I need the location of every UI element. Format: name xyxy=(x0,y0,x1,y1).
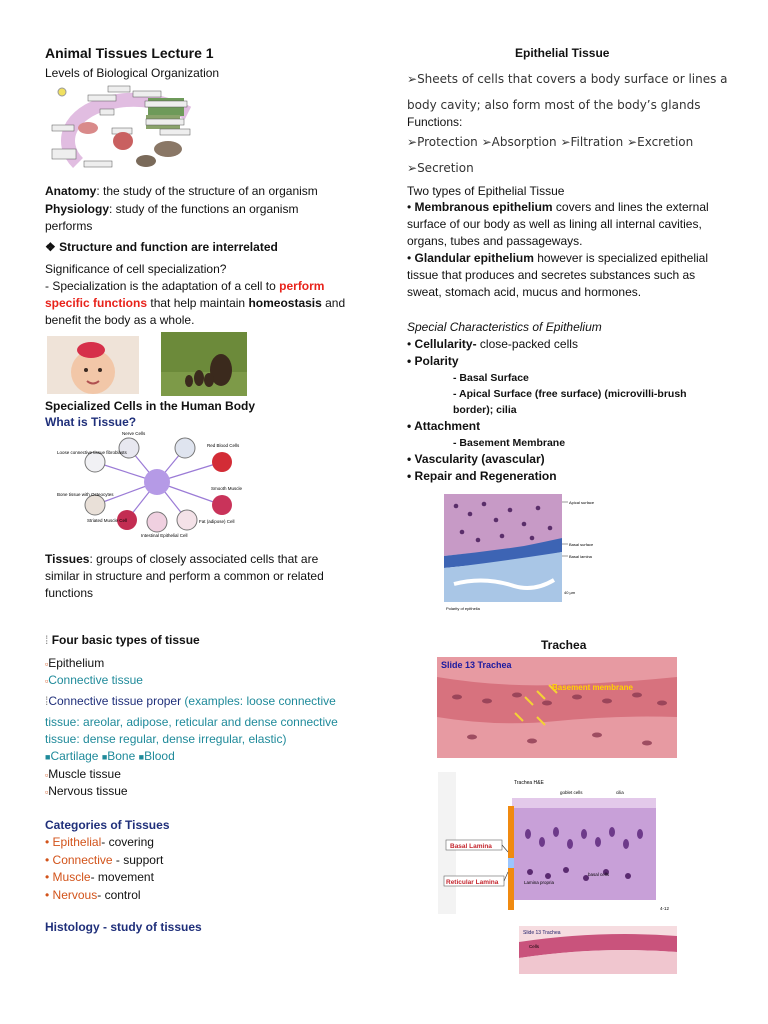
arrow-bullet-icon: ➢ xyxy=(627,135,638,149)
category-desc: - support xyxy=(112,852,164,867)
special-characteristics-heading: Special Characteristics of Epithelium xyxy=(407,320,602,334)
bullet-icon: • xyxy=(407,452,412,466)
characteristics-list xyxy=(407,336,737,485)
bullet-icon: • xyxy=(407,251,412,265)
cell-label-intestinal: Intestinal Epithelial Cell xyxy=(141,533,188,538)
nervous-label: Nervous tissue xyxy=(48,784,128,798)
muscle-label: Muscle tissue xyxy=(48,767,121,781)
ctp-line-3: tissue: dense regular, dense irregular, elastic) xyxy=(45,732,287,746)
arrow-bullet-icon: ➢ xyxy=(407,161,418,175)
cell-label-smooth: Smooth Muscle xyxy=(211,486,243,491)
type-muscle xyxy=(45,766,121,784)
slide-13b-label: Slide 13 Trachea xyxy=(523,930,561,936)
significance-question: Significance of cell specialization? xyxy=(45,262,227,276)
attachment-item xyxy=(407,418,737,435)
membranous-def-3: organs, tubes and passageways. xyxy=(407,234,583,248)
functions-label: Functions: xyxy=(407,115,463,129)
physiology-definition xyxy=(45,201,365,235)
ctp-examples: (examples: loose connective xyxy=(181,694,336,708)
lecture-title: Animal Tissues Lecture 1 xyxy=(45,45,214,61)
vascularity-label: Vascularity (avascular) xyxy=(414,452,545,466)
cartilage-bone-blood xyxy=(45,748,175,766)
cells-label: Cells xyxy=(529,944,540,949)
scale-label: 40 µm xyxy=(564,590,576,595)
lamina-propria-label: Lamina propria xyxy=(524,880,555,885)
apical-surface: - Apical Surface (free surface) (microvilli-brush xyxy=(453,388,687,400)
anatomy-definition xyxy=(45,183,365,200)
square-bullet-icon: ▫ xyxy=(45,787,49,797)
four-types-bullet-icon: ⁞ xyxy=(45,633,49,647)
membranous-term: Membranous epithelium xyxy=(414,200,553,214)
slide-13-label: Slide 13 Trachea xyxy=(441,660,512,670)
trachea-he-label: Trachea H&E xyxy=(514,780,544,786)
apical-surface-label: Apical surface xyxy=(569,500,595,505)
bullet-icon: • xyxy=(407,469,412,483)
cilia-label: cilia xyxy=(616,790,624,795)
ctp-label: Connective tissue proper xyxy=(48,694,182,708)
arrow-bullet-icon: ➢ xyxy=(560,135,571,149)
epithelial-heading: Epithelial Tissue xyxy=(515,46,610,60)
specialization-paragraph xyxy=(45,278,375,329)
trachea-slide-image xyxy=(437,657,677,758)
polarity-label: Polarity xyxy=(414,354,459,368)
repair-item xyxy=(407,468,737,485)
spec-homeostasis: homeostasis xyxy=(248,296,322,310)
tissues-def-1: : groups of closely associated cells that are xyxy=(89,552,319,566)
secretion-item xyxy=(407,161,474,175)
four-types-heading xyxy=(45,632,200,649)
physiology-text-2: performs xyxy=(45,219,93,233)
bullet-icon: • xyxy=(45,835,50,849)
apical-surface-2: border); cilia xyxy=(453,404,517,416)
specialized-cells-diagram xyxy=(57,430,257,540)
square-bullet-icon: ▫ xyxy=(45,676,49,686)
goblet-cells-label: goblet cells xyxy=(560,790,583,795)
spec-prefix: - Specialization is the adaptation of a cell to xyxy=(45,279,280,293)
bullet-icon: • xyxy=(407,419,412,433)
sheets-line-1: Sheets of cells that covers a body surface or lines a xyxy=(417,72,728,86)
spec-red-2: specific functions xyxy=(45,296,148,310)
epithelium-label: Epithelium xyxy=(48,656,105,670)
connective-label: Connective tissue xyxy=(48,673,143,687)
functions-list xyxy=(407,135,693,149)
category-name: Nervous xyxy=(52,887,98,902)
histology-heading: Histology - study of tissues xyxy=(45,920,202,934)
vascularity-item xyxy=(407,451,737,468)
square-bullet-icon: ▫ xyxy=(45,770,49,780)
secretion-label: Secretion xyxy=(417,161,474,175)
type-connective xyxy=(45,672,143,690)
bears-photo xyxy=(161,332,247,396)
physiology-text: : study of the functions an organism xyxy=(109,202,299,216)
two-types-heading: Two types of Epithelial Tissue xyxy=(407,184,565,198)
basal-lamina-box-label: Basal Lamina xyxy=(450,843,492,850)
category-item xyxy=(45,852,163,870)
specialized-cells-heading: Specialized Cells in the Human Body xyxy=(45,399,256,413)
structure-function-text: Structure and function are interrelated xyxy=(59,240,278,254)
bullet-icon: • xyxy=(45,852,50,867)
membranous-def-2: surface of our body as well as lining all internal cavities, xyxy=(407,217,702,231)
polarity-histology-image xyxy=(444,494,604,622)
filled-square-icon: ■ xyxy=(45,752,51,762)
bullet-icon: • xyxy=(45,887,50,902)
blood-label: Blood xyxy=(144,749,175,763)
diamond-bullet-icon: ❖ xyxy=(45,240,56,254)
connective-tissue-proper xyxy=(45,693,375,710)
cellularity-term: Cellularity- xyxy=(414,337,477,351)
cartilage-label: Cartilage xyxy=(50,749,99,763)
type-nervous xyxy=(45,783,128,801)
membranous-def-1: covers and lines the external xyxy=(552,200,709,214)
function-item: Protection xyxy=(417,135,478,149)
basal-cells-label: basal cells xyxy=(588,872,610,877)
repair-label: Repair and Regeneration xyxy=(414,469,557,483)
filled-square-icon: ■ xyxy=(101,752,108,762)
arrow-bullet-icon: ➢ xyxy=(481,135,492,149)
cell-label-nerve: Nerve Cells xyxy=(122,431,146,436)
category-name: Muscle xyxy=(52,870,91,884)
trachea-heading: Trachea xyxy=(541,638,587,652)
basal-surface: - Basal Surface xyxy=(453,372,529,384)
function-item: Excretion xyxy=(637,135,694,149)
sheets-line-2: body cavity; also form most of the body’s glands xyxy=(407,98,701,112)
category-item xyxy=(45,887,163,905)
tissues-def-3: functions xyxy=(45,586,94,600)
reticular-lamina-box-label: Reticular Lamina xyxy=(446,879,499,886)
bullet-icon: • xyxy=(407,337,412,351)
category-desc: - control xyxy=(97,887,141,902)
glandular-def-2: tissue that produces and secretes substances such as xyxy=(407,268,696,282)
polarity-caption: Polarity of epithelia xyxy=(446,606,480,611)
tissues-definition xyxy=(45,551,375,602)
arrow-bullet-icon: ➢ xyxy=(407,135,418,149)
category-item xyxy=(45,869,163,887)
membranous-paragraph xyxy=(407,199,737,301)
spec-red-1: perform xyxy=(279,279,325,293)
figure-number: 4-12 xyxy=(660,906,670,911)
cell-label-bone: Bone tissue with Osteocytes xyxy=(57,492,114,497)
categories-heading: Categories of Tissues xyxy=(45,818,170,832)
spec-end: and xyxy=(321,296,346,310)
ctp-bullet-icon: ⁞ xyxy=(45,694,49,708)
category-desc: - covering xyxy=(101,835,154,849)
glandular-def-1: however is specialized epithelial xyxy=(533,251,708,265)
cellularity-item xyxy=(407,336,737,353)
category-desc: - movement xyxy=(90,870,154,884)
sheets-definition xyxy=(407,66,737,118)
category-name: Connective xyxy=(52,852,113,867)
what-is-tissue-heading: What is Tissue? xyxy=(45,415,137,429)
cell-label-striated: Striated Muscle Cell xyxy=(87,518,128,523)
trachea-he-image xyxy=(438,772,678,914)
basal-lamina-label: Basal lamina xyxy=(569,554,592,559)
anatomy-term: Anatomy xyxy=(45,184,97,198)
filled-square-icon: ■ xyxy=(138,752,145,762)
basal-surface-label: Basal surface xyxy=(569,542,594,547)
type-epithelium xyxy=(45,655,104,673)
cellularity-def: close-packed cells xyxy=(476,337,578,351)
anatomy-text: : the study of the structure of an organism xyxy=(96,184,318,198)
spec-mid: that help maintain xyxy=(147,296,249,310)
tissues-def-2: similar in structure and perform a common or related xyxy=(45,569,324,583)
bullet-icon: • xyxy=(45,870,50,884)
ctp-examples-continued xyxy=(45,714,375,748)
polarity-item xyxy=(407,353,737,370)
tissues-term: Tissues xyxy=(45,552,90,566)
categories-list xyxy=(45,834,163,904)
spec-line-3: benefit the body as a whole. xyxy=(45,313,195,327)
basement-membrane-label: Basement membrane xyxy=(552,683,633,692)
glandular-term: Glandular epithelium xyxy=(414,251,534,265)
baby-photo xyxy=(47,336,139,394)
ctp-line-2: tissue: areolar, adipose, reticular and dense connective xyxy=(45,715,338,729)
levels-subtitle: Levels of Biological Organization xyxy=(45,66,220,80)
attachment-label: Attachment xyxy=(414,419,481,433)
cell-label-rbc: Red Blood Cells xyxy=(207,443,240,448)
trachea-small-slide-image xyxy=(519,926,677,974)
category-name: Epithelial xyxy=(52,835,102,849)
glandular-def-3: sweat, stomach acid, mucus and hormones. xyxy=(407,285,642,299)
bone-label: Bone xyxy=(107,749,136,763)
physiology-term: Physiology xyxy=(45,202,110,216)
bullet-icon: • xyxy=(407,354,412,368)
bullet-icon: • xyxy=(407,200,412,214)
basement-membrane: - Basement Membrane xyxy=(453,437,566,449)
cell-label-loose: Loose connective tissue fibroblasts xyxy=(57,450,127,455)
function-item: Filtration xyxy=(570,135,624,149)
category-item xyxy=(45,834,163,852)
function-item: Absorption xyxy=(491,135,557,149)
square-bullet-icon: ▫ xyxy=(45,659,49,669)
structure-function-line xyxy=(45,239,278,256)
cell-label-fat: Fat (adipose) Cell xyxy=(199,519,235,524)
levels-of-organization-image xyxy=(48,83,196,173)
arrow-bullet-icon: ➢ xyxy=(407,72,418,86)
four-types-text: Four basic types of tissue xyxy=(51,633,200,647)
